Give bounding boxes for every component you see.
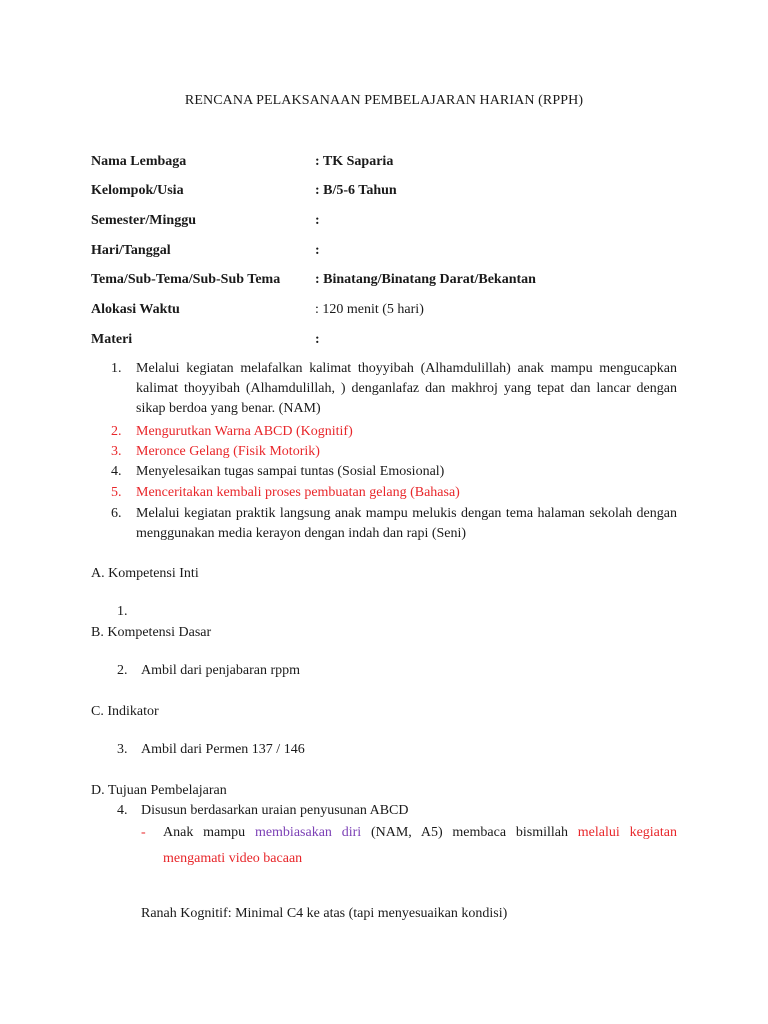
materi-item [111,422,677,442]
materi-number: 2. [111,424,122,439]
field-label: Alokasi Waktu [91,302,180,317]
materi-text: Menyelesaikan tugas sampai tuntas (Sosial Emosional) [136,464,445,479]
item-text: Ambil dari penjabaran rppm [141,663,301,678]
field-value: : TK Saparia [315,154,394,169]
field-label: Semester/Minggu [91,213,196,228]
item-number: 4. [117,803,128,818]
kompetensi-inti-item [117,604,141,620]
materi-number: 6. [111,506,122,521]
materi-item [111,483,677,503]
field-label: Kelompok/Usia [91,183,184,198]
materi-number: 4. [111,464,122,479]
field-value: : [315,213,320,228]
materi-text: Mengurutkan Warna ABCD (Kognitif) [136,424,353,439]
field-label: Hari/Tanggal [91,243,171,258]
item-number: 3. [117,742,128,757]
field-value: : [315,332,320,347]
kompetensi-dasar-item [117,663,300,679]
tujuan-text: (NAM, A5) membaca bismillah [361,825,578,840]
section-indikator: C. Indikator [91,704,159,719]
materi-number: 1. [111,361,122,376]
field-value: : 120 menit (5 hari) [315,302,424,317]
tujuan-highlight-purple: membiasakan diri [254,825,362,840]
field-value: : B/5-6 Tahun [315,183,397,198]
field-label: Materi [91,332,133,347]
materi-number: 3. [111,444,122,459]
tujuan-pembelajaran-item [117,803,409,819]
materi-text: Melalui kegiatan praktik langsung anak mampu melukis dengan tema halaman sekolah dengan menggunakan media kerayon dengan indah dan rapi (Seni) [136,506,677,541]
section-kompetensi-dasar: B. Kompetensi Dasar [91,625,212,640]
bullet-dash: - [141,825,146,840]
field-value: : [315,243,320,258]
materi-text: Meronce Gelang (Fisik Motorik) [136,444,320,459]
indikator-item [117,742,305,758]
materi-number: 5. [111,485,122,500]
field-value: : Binatang/Binatang Darat/Bekantan [315,272,536,287]
materi-item [111,359,677,419]
section-tujuan-pembelajaran: D. Tujuan Pembelajaran [91,783,227,798]
tujuan-text: Anak mampu [163,825,255,840]
materi-item [111,462,677,482]
section-kompetensi-inti: A. Kompetensi Inti [91,566,199,581]
item-number: 1. [117,604,128,619]
materi-item [111,504,677,544]
materi-text: Melalui kegiatan melafalkan kalimat thoyyibah (Alhamdulillah) anak mampu mengucapkan kalimat thoyyibah (Alhamdulillah, ) denganlafaz dan makhroj yang tepat dan lancar dengan sikap berdoa yang benar. (NAM) [136,361,677,416]
materi-item [111,442,677,462]
field-label: Nama Lembaga [91,154,187,169]
ranah-kognitif-note: Ranah Kognitif: Minimal C4 ke atas (tapi menyesuaikan kondisi) [141,906,508,921]
document-title: RENCANA PELAKSANAAN PEMBELAJARAN HARIAN (RPPH) [184,93,584,108]
item-text: Disusun berdasarkan uraian penyusunan ABCD [141,803,409,818]
item-number: 2. [117,663,128,678]
tujuan-line-continued: mengamati video bacaan [163,851,303,866]
field-label: Tema/Sub-Tema/Sub-Sub Tema [91,272,281,287]
item-text: Ambil dari Permen 137 / 146 [141,742,305,757]
tujuan-highlight-red: melalui kegiatan [577,825,677,840]
tujuan-line [163,825,677,845]
materi-text: Menceritakan kembali proses pembuatan gelang (Bahasa) [136,485,460,500]
